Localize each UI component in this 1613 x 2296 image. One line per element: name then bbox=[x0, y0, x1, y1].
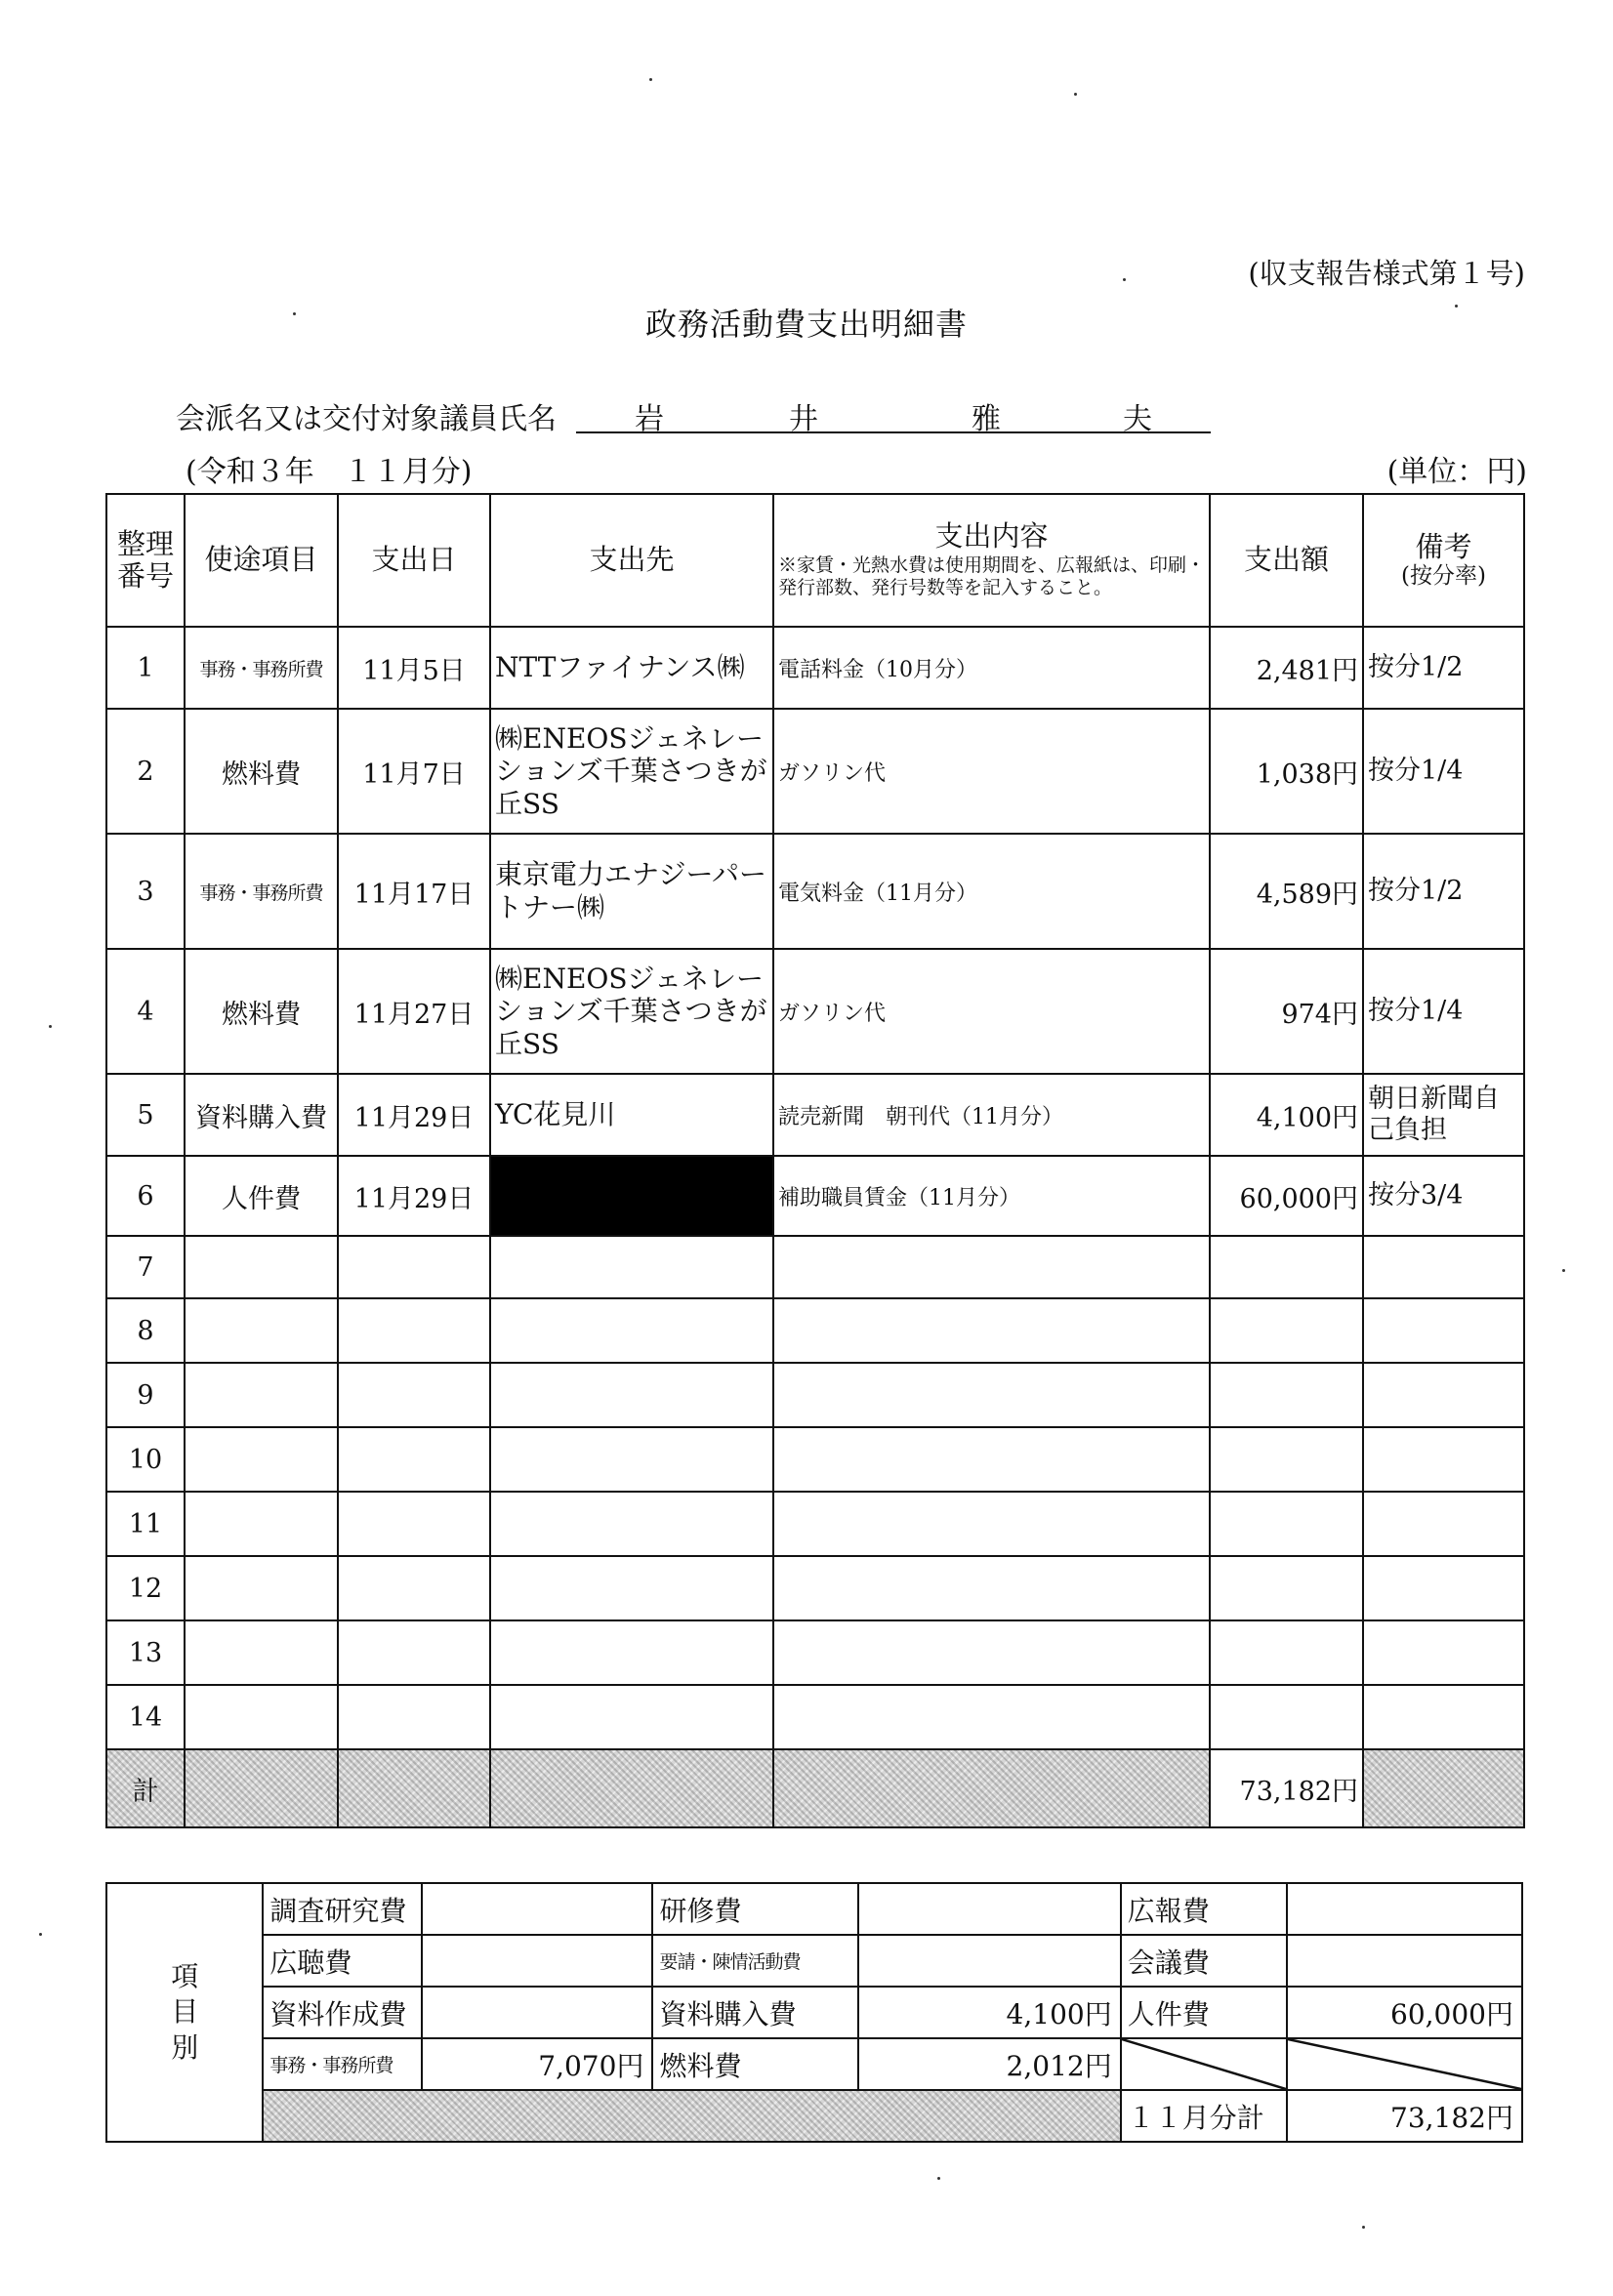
row-note bbox=[1363, 1427, 1524, 1492]
table-row bbox=[106, 1427, 1524, 1492]
row-date bbox=[338, 1363, 490, 1427]
row-description: 電話料金（10月分） bbox=[773, 627, 1210, 709]
member-name-char: 雅 bbox=[972, 402, 1001, 436]
summary-label-fuel: 燃料費 bbox=[652, 2038, 857, 2090]
row-description bbox=[773, 1492, 1210, 1556]
row-date bbox=[338, 1427, 490, 1492]
row-description bbox=[773, 1363, 1210, 1427]
row-description bbox=[773, 1556, 1210, 1620]
row-payee bbox=[490, 1236, 773, 1298]
table-row bbox=[106, 1556, 1524, 1620]
total-shaded-cell bbox=[185, 1749, 338, 1827]
row-description: 読売新聞 朝刊代（11月分） bbox=[773, 1074, 1210, 1156]
row-note bbox=[1363, 1363, 1524, 1427]
table-row bbox=[106, 627, 1524, 709]
scan-speck bbox=[49, 1025, 52, 1028]
scan-speck bbox=[1455, 305, 1458, 308]
summary-label-materials-creation: 資料作成費 bbox=[263, 1987, 421, 2038]
row-amount bbox=[1210, 1556, 1363, 1620]
total-shaded-cell bbox=[490, 1749, 773, 1827]
member-name-char: 夫 bbox=[1123, 402, 1152, 436]
document-title: 政務活動費支出明細書 bbox=[644, 306, 968, 343]
row-amount: 4,100円 bbox=[1210, 1074, 1363, 1156]
summary-heading bbox=[106, 1883, 263, 2142]
row-amount bbox=[1210, 1620, 1363, 1685]
row-date bbox=[338, 1556, 490, 1620]
row-amount: 60,000円 bbox=[1210, 1156, 1363, 1236]
header-note-title: 備考 bbox=[1415, 530, 1472, 564]
row-amount bbox=[1210, 1236, 1363, 1298]
summary-value-petition bbox=[858, 1935, 1121, 1987]
table-row bbox=[106, 1156, 1524, 1236]
summary-value-meeting bbox=[1287, 1935, 1522, 1987]
member-name-char: 井 bbox=[789, 402, 818, 436]
row-description bbox=[773, 1620, 1210, 1685]
row-note: 按分1/4 bbox=[1363, 949, 1524, 1074]
row-date bbox=[338, 1685, 490, 1749]
scan-speck bbox=[649, 78, 652, 81]
row-description bbox=[773, 1427, 1210, 1492]
table-row bbox=[106, 1363, 1524, 1427]
table-row bbox=[106, 709, 1524, 834]
row-no: 8 bbox=[106, 1298, 185, 1363]
table-row bbox=[106, 834, 1524, 949]
summary-shaded-cell bbox=[263, 2090, 1120, 2142]
row-no: 5 bbox=[106, 1074, 185, 1156]
summary-label-training: 研修費 bbox=[652, 1883, 857, 1935]
category-summary-table bbox=[105, 1882, 1523, 2143]
row-no: 13 bbox=[106, 1620, 185, 1685]
row-description bbox=[773, 1236, 1210, 1298]
summary-row bbox=[106, 1883, 1522, 1935]
summary-label-office: 事務・事務所費 bbox=[263, 2038, 421, 2090]
table-row bbox=[106, 1685, 1524, 1749]
summary-value-materials-purchase: 4,100円 bbox=[858, 1987, 1121, 2038]
member-name-char: 岩 bbox=[635, 402, 664, 436]
row-category bbox=[185, 1427, 338, 1492]
summary-value-training bbox=[858, 1883, 1121, 1935]
summary-value-research bbox=[422, 1883, 653, 1935]
row-payee bbox=[490, 1620, 773, 1685]
scan-speck bbox=[1123, 278, 1126, 281]
row-note bbox=[1363, 1236, 1524, 1298]
row-category bbox=[185, 1685, 338, 1749]
row-category: 燃料費 bbox=[185, 949, 338, 1074]
row-category: 資料購入費 bbox=[185, 1074, 338, 1156]
member-label: 会派名又は交付対象議員氏名 bbox=[176, 402, 557, 436]
row-category bbox=[185, 1620, 338, 1685]
summary-value-personnel: 60,000円 bbox=[1287, 1987, 1522, 2038]
total-shaded-cell bbox=[338, 1749, 490, 1827]
row-no: 12 bbox=[106, 1556, 185, 1620]
summary-month-total-label: １１月分計 bbox=[1121, 2090, 1288, 2142]
scan-speck bbox=[1362, 2226, 1365, 2229]
row-no: 3 bbox=[106, 834, 185, 949]
row-category: 人件費 bbox=[185, 1156, 338, 1236]
row-note bbox=[1363, 1556, 1524, 1620]
summary-heading-text: 項目別 bbox=[171, 1959, 199, 2064]
row-date bbox=[338, 1236, 490, 1298]
row-note bbox=[1363, 1298, 1524, 1363]
row-date: 11月29日 bbox=[338, 1074, 490, 1156]
row-note: 按分1/4 bbox=[1363, 709, 1524, 834]
summary-label-hearing: 広聴費 bbox=[263, 1935, 421, 1987]
total-shaded-cell bbox=[773, 1749, 1210, 1827]
header-date: 支出日 bbox=[338, 494, 490, 627]
row-note: 按分3/4 bbox=[1363, 1156, 1524, 1236]
row-category bbox=[185, 1492, 338, 1556]
summary-value-fuel: 2,012円 bbox=[858, 2038, 1121, 2090]
unit-label: (単位：円) bbox=[1386, 455, 1527, 489]
row-date: 11月27日 bbox=[338, 949, 490, 1074]
row-payee bbox=[490, 1298, 773, 1363]
row-description bbox=[773, 1685, 1210, 1749]
form-number: (収支報告様式第１号) bbox=[1248, 257, 1525, 290]
summary-row bbox=[106, 2090, 1522, 2142]
row-note bbox=[1363, 1492, 1524, 1556]
row-description: ガソリン代 bbox=[773, 709, 1210, 834]
row-no: 2 bbox=[106, 709, 185, 834]
scan-speck bbox=[1562, 1269, 1565, 1272]
header-note bbox=[1363, 494, 1524, 627]
row-description: ガソリン代 bbox=[773, 949, 1210, 1074]
scan-speck bbox=[39, 1933, 42, 1936]
row-no: 6 bbox=[106, 1156, 185, 1236]
row-no: 7 bbox=[106, 1236, 185, 1298]
summary-row bbox=[106, 1987, 1522, 2038]
row-amount: 974円 bbox=[1210, 949, 1363, 1074]
row-note: 按分1/2 bbox=[1363, 834, 1524, 949]
summary-row bbox=[106, 1935, 1522, 1987]
summary-value-pr bbox=[1287, 1883, 1522, 1935]
total-label: 計 bbox=[106, 1749, 185, 1827]
header-amount: 支出額 bbox=[1210, 494, 1363, 627]
row-description: 電気料金（11月分） bbox=[773, 834, 1210, 949]
header-note-sub: (按分率) bbox=[1401, 563, 1486, 590]
row-amount bbox=[1210, 1298, 1363, 1363]
row-category bbox=[185, 1298, 338, 1363]
summary-value-hearing bbox=[422, 1935, 653, 1987]
row-description bbox=[773, 1298, 1210, 1363]
row-note: 朝日新聞自己負担 bbox=[1363, 1074, 1524, 1156]
row-payee: YC花見川 bbox=[490, 1074, 773, 1156]
header-description-note: ※家賃・光熱水費は使用期間を、広報紙は、印刷・発行部数、発行号数等を記入すること。 bbox=[778, 554, 1206, 598]
row-date: 11月5日 bbox=[338, 627, 490, 709]
summary-diagonal-cell bbox=[1287, 2038, 1522, 2090]
row-date: 11月7日 bbox=[338, 709, 490, 834]
row-payee-redacted bbox=[490, 1156, 773, 1236]
row-no: 11 bbox=[106, 1492, 185, 1556]
table-row bbox=[106, 1620, 1524, 1685]
member-name bbox=[576, 394, 1211, 436]
row-payee: NTTファイナンス㈱ bbox=[490, 627, 773, 709]
row-payee bbox=[490, 1492, 773, 1556]
row-note: 按分1/2 bbox=[1363, 627, 1524, 709]
row-date bbox=[338, 1620, 490, 1685]
summary-label-pr: 広報費 bbox=[1121, 1883, 1288, 1935]
row-payee bbox=[490, 1556, 773, 1620]
row-no: 10 bbox=[106, 1427, 185, 1492]
summary-value-office: 7,070円 bbox=[422, 2038, 653, 2090]
summary-diagonal-cell bbox=[1121, 2038, 1288, 2090]
scan-speck bbox=[1074, 93, 1077, 96]
row-category: 事務・事務所費 bbox=[185, 834, 338, 949]
table-row bbox=[106, 1492, 1524, 1556]
row-no: 1 bbox=[106, 627, 185, 709]
summary-label-personnel: 人件費 bbox=[1121, 1987, 1288, 2038]
summary-row bbox=[106, 2038, 1522, 2090]
summary-value-materials-creation bbox=[422, 1987, 653, 2038]
row-category bbox=[185, 1236, 338, 1298]
total-shaded-cell bbox=[1363, 1749, 1524, 1827]
summary-label-materials-purchase: 資料購入費 bbox=[652, 1987, 857, 2038]
row-amount bbox=[1210, 1427, 1363, 1492]
row-date bbox=[338, 1298, 490, 1363]
row-amount: 2,481円 bbox=[1210, 627, 1363, 709]
scan-speck bbox=[293, 312, 296, 315]
row-category: 燃料費 bbox=[185, 709, 338, 834]
row-amount: 1,038円 bbox=[1210, 709, 1363, 834]
row-amount bbox=[1210, 1685, 1363, 1749]
row-description: 補助職員賃金（11月分） bbox=[773, 1156, 1210, 1236]
row-payee: ㈱ENEOSジェネレーションズ千葉さつきが丘SS bbox=[490, 949, 773, 1074]
row-payee: 東京電力エナジーパートナー㈱ bbox=[490, 834, 773, 949]
row-category bbox=[185, 1363, 338, 1427]
row-category: 事務・事務所費 bbox=[185, 627, 338, 709]
table-row bbox=[106, 1236, 1524, 1298]
row-date bbox=[338, 1492, 490, 1556]
row-payee: ㈱ENEOSジェネレーションズ千葉さつきが丘SS bbox=[490, 709, 773, 834]
row-payee bbox=[490, 1363, 773, 1427]
row-note bbox=[1363, 1620, 1524, 1685]
row-no: 4 bbox=[106, 949, 185, 1074]
row-amount bbox=[1210, 1363, 1363, 1427]
header-category: 使途項目 bbox=[185, 494, 338, 627]
table-row bbox=[106, 1074, 1524, 1156]
summary-label-research: 調査研究費 bbox=[263, 1883, 421, 1935]
total-row bbox=[106, 1749, 1524, 1827]
row-note bbox=[1363, 1685, 1524, 1749]
row-date: 11月17日 bbox=[338, 834, 490, 949]
row-no: 14 bbox=[106, 1685, 185, 1749]
summary-month-total-value: 73,182円 bbox=[1287, 2090, 1522, 2142]
header-description bbox=[773, 494, 1210, 627]
total-amount: 73,182円 bbox=[1210, 1749, 1363, 1827]
header-payee: 支出先 bbox=[490, 494, 773, 627]
summary-label-meeting: 会議費 bbox=[1121, 1935, 1288, 1987]
table-header-row bbox=[106, 494, 1524, 627]
scan-speck bbox=[937, 2177, 940, 2180]
table-row bbox=[106, 949, 1524, 1074]
header-no: 整理番号 bbox=[106, 494, 185, 627]
row-amount: 4,589円 bbox=[1210, 834, 1363, 949]
report-period: (令和３年 １１月分) bbox=[186, 455, 473, 489]
row-payee bbox=[490, 1685, 773, 1749]
expenditure-table bbox=[105, 493, 1525, 1828]
row-category bbox=[185, 1556, 338, 1620]
row-payee bbox=[490, 1427, 773, 1492]
table-row bbox=[106, 1298, 1524, 1363]
row-date: 11月29日 bbox=[338, 1156, 490, 1236]
summary-label-petition: 要請・陳情活動費 bbox=[652, 1935, 857, 1987]
header-description-title: 支出内容 bbox=[934, 518, 1049, 553]
row-amount bbox=[1210, 1492, 1363, 1556]
row-no: 9 bbox=[106, 1363, 185, 1427]
